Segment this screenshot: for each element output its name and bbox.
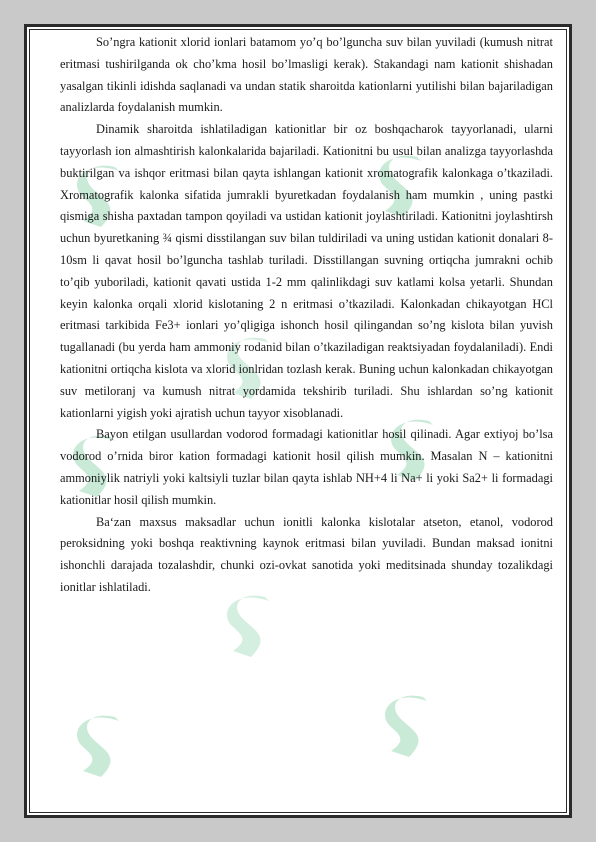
paragraph: Ba‘zan maxsus maksadlar uchun ionitli kalonka kislotalar atseton, etanol, vodorod peroksidning yoki boshqa reaktivning kaynok eritmasi bilan yuviladi. Bundan maksad ionitni ishonchli darajada tozalashdir, chunki ozi-ovkat sanotida yoki meditsinada shunday tozalikdagi ionitlar ishlatiladi. (60, 514, 553, 594)
watermark-logo-icon (71, 707, 131, 787)
paragraph: Bayon etilgan usullardan vodorod formadagi kationitlar hosil qilinadi. Agar extiyoj bo’lsa vodorod o’rnida biror kation formadagi kationit hosil qilish mumkin. Masalan N – kationitni ammoniylik natriyli yoki kaltsiyli tuzlar bilan qayta ishlab NH+4 li Na+ li yoki Sa2+ li formadagi kationitlar hosil qilish mumkin. (60, 427, 553, 507)
paragraph: Dinamik sharoitda ishlatiladigan kationitlar bir oz boshqacharok tayyorlanadi, ularni tayyorlash ion almashtirish kalonkalarida bajariladi. Kationitni bu usul bilan analizga tayyorlashda buktirilgan va ishqor eritmasi bilan qayta ishlangan kationit xromatografik kalonkaga o’tkaziladi. Xromatografik kalonka sifatida jumrakli byuretkadan foydalanish ham mumkin , uning pastki qismiga shisha paxtadan tampon qoyiladi va ustidan kationit joylashtiriladi. Kationitni joylashtirsh uchun byuretkaning ¾ qismi disstilangan suv bilan tuldiriladi va uning ustidan kationit donalari 8-10sm li qavat hosil bo’lguncha tashlab turiladi. Disstillangan suvning ortiqcha jumrakni ochib to’qib yuboriladi, kationit qavati ustida 1-2 mm qalinlikdagi suv katlami kolsa yetarli. Shundan keyin kalonka orqali xlorid kislotaning 2 n eritmasi o’tkaziladi. Kalonkadan chikayotgan HCl eritmasi tarkibida Fe3+ ionlari yo’qligiga ishonch hosil qilingandan so’ng kislota bilan yuvish tugallanadi (bu yerda ham ammoniy rodanid bilan o’tkaziladigan reaktsiyadan foydalaniladi). Endi kationitni ortiqcha kislota va xlorid ionlridan tozlash kerak. Buning uchun kalonkadan chikayotgan suv metiloranj va kumush nitrat yordamida tekshirib turiladi. Shu ishlardan so’ng kationit kationlarni yigish yoki ajratish uchun tayyor xisoblanadi. (60, 122, 553, 420)
watermark-logo-icon (379, 687, 439, 767)
watermark-logo-icon (221, 587, 281, 667)
document-body (60, 32, 553, 599)
paragraph: So’ngra kationit xlorid ionlari batamom yo’q bo’lguncha suv bilan yuviladi (kumush nitrat eritmasi tushirilganda ok cho’kma hosil bo’lmasligi kerak). Stakandagi nam kationit shishadan yasalgan tikinli idishda saqlanadi va undan statik sharoitda kationlarni yutilishi bilan bajariladigan analizlarda foydalanish mumkin. (60, 35, 553, 115)
